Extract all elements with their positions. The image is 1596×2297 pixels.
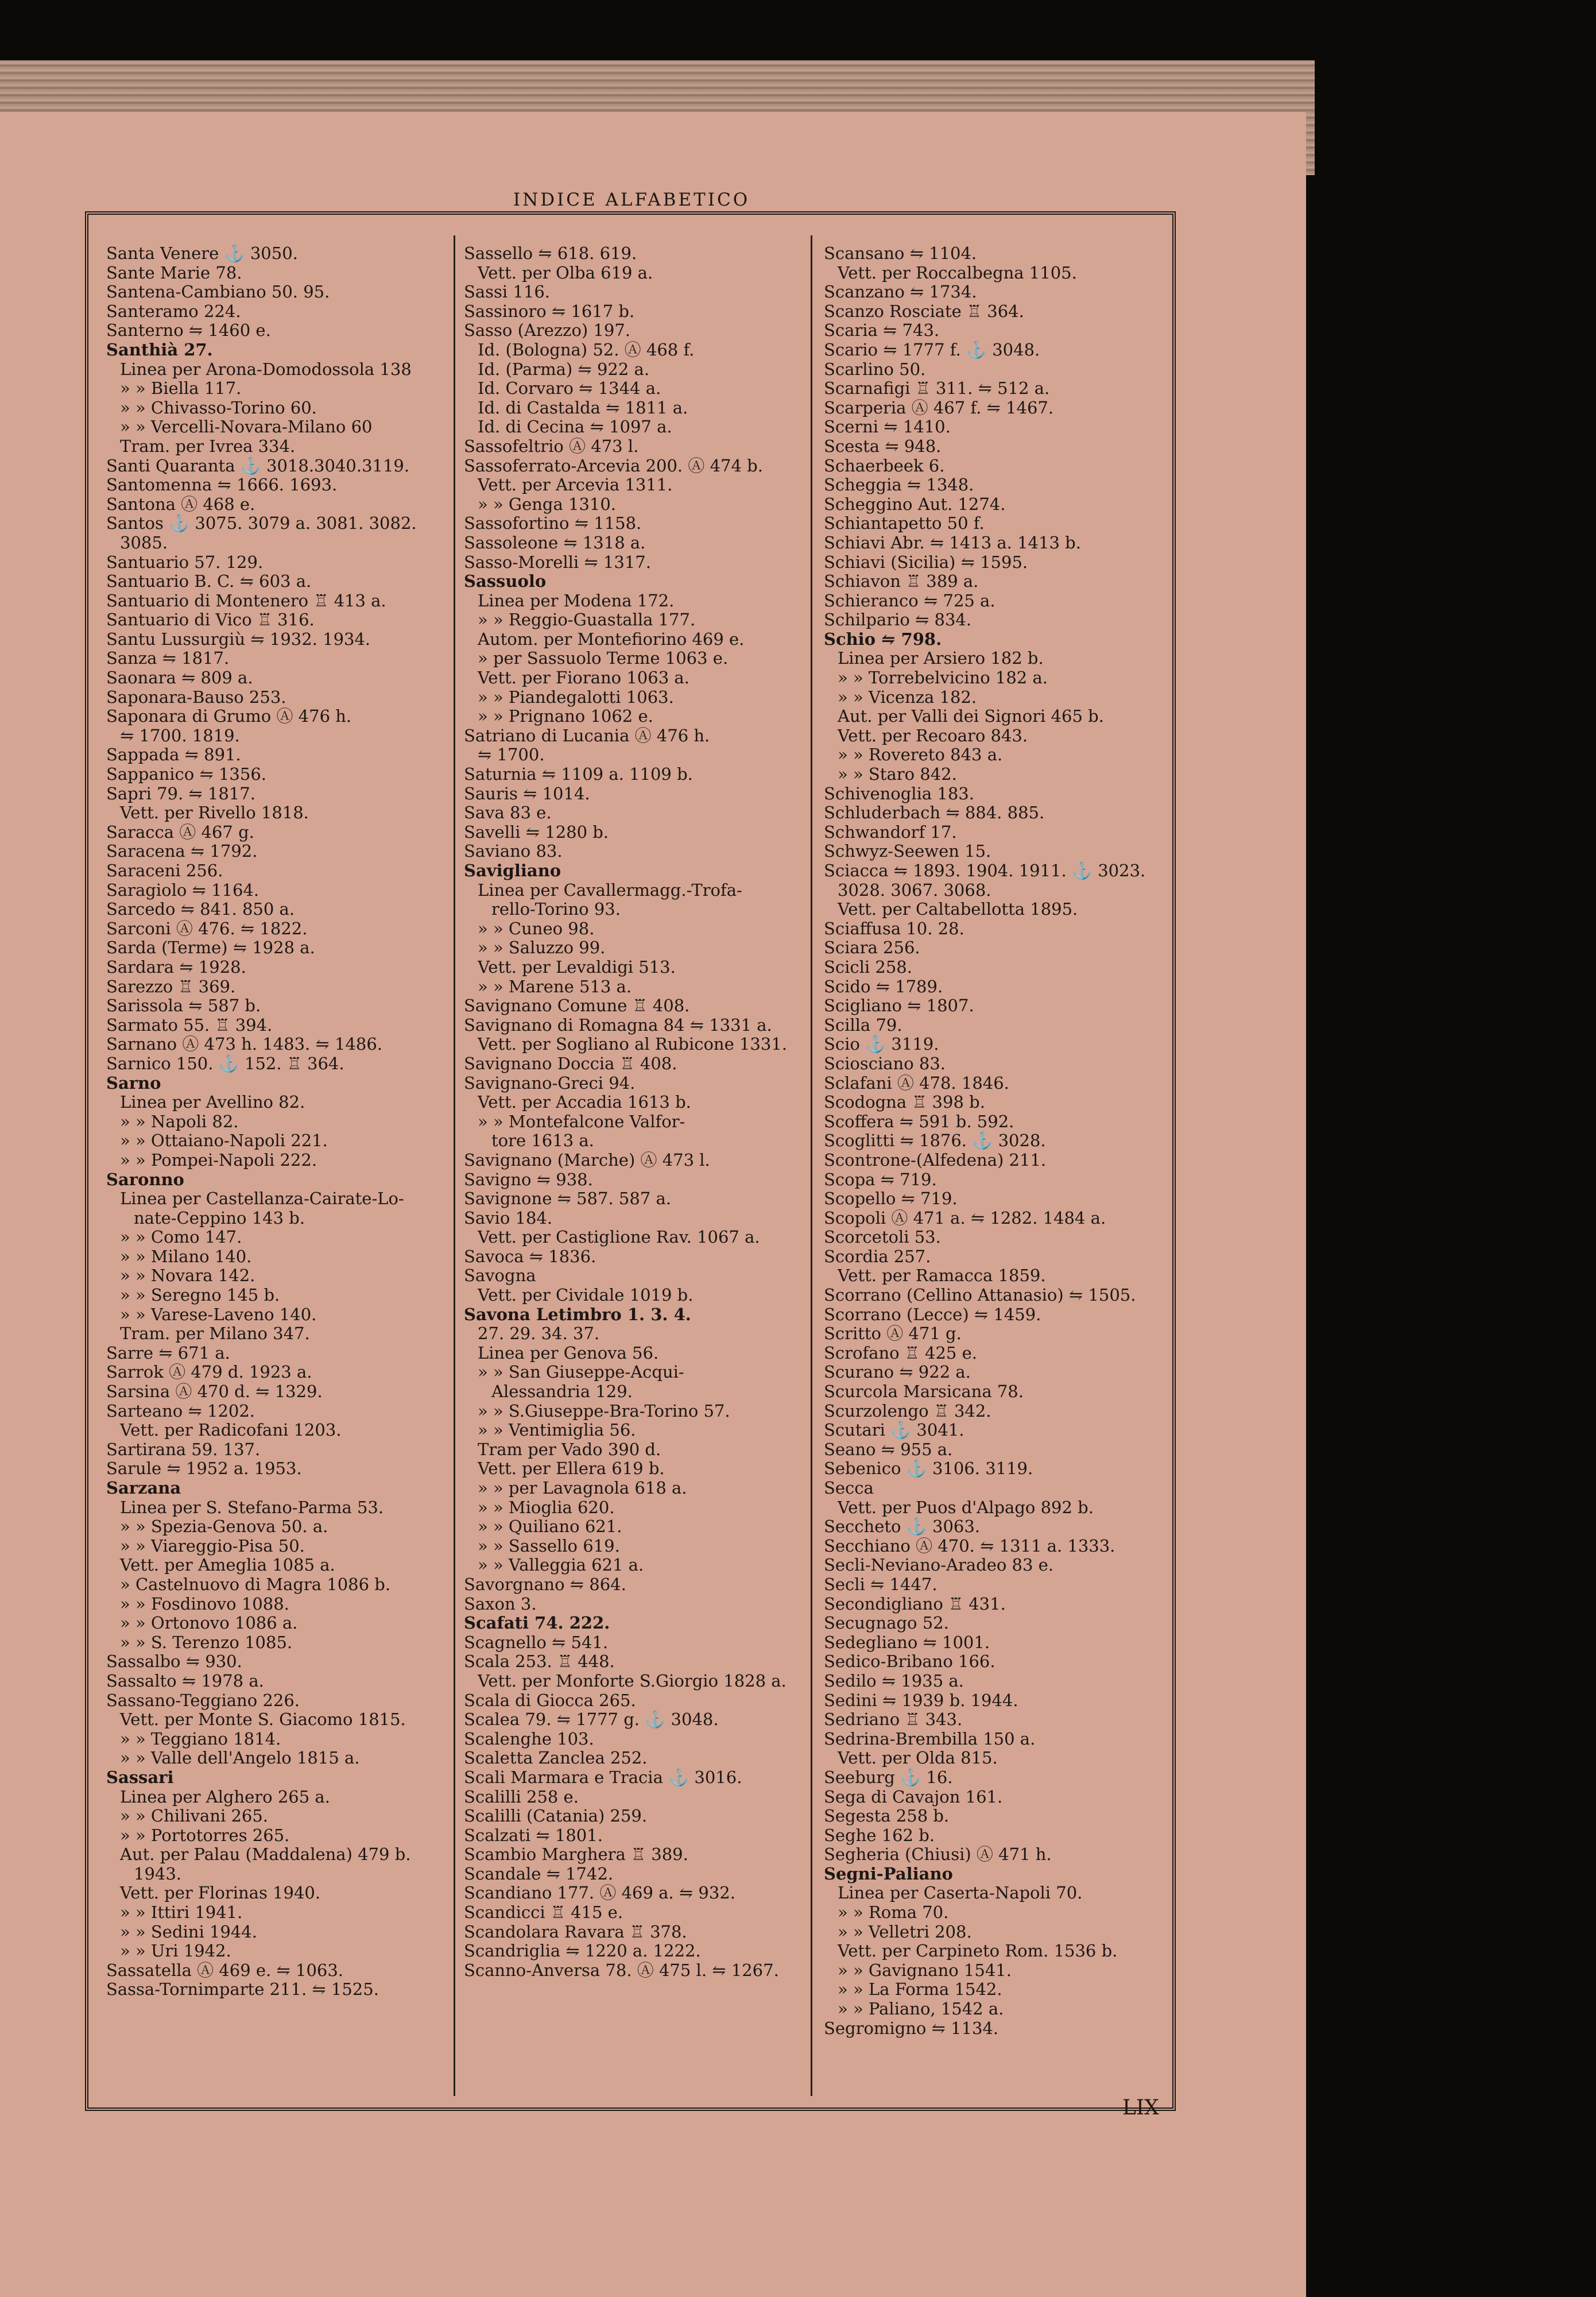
index-entry: Sedini ⇋ 1939 b. 1944. — [824, 1691, 1018, 1710]
index-entry: » » Seregno 145 b. — [120, 1286, 280, 1305]
index-entry: Sappada ⇋ 891. — [106, 745, 241, 765]
index-column-3 — [824, 244, 1168, 2105]
index-entry: Sarsina Ⓐ 470 d. ⇋ 1329. — [106, 1382, 323, 1402]
index-entry: Scoffera ⇋ 591 b. 592. — [824, 1112, 1014, 1131]
index-heading: Scafati 74. 222. — [464, 1614, 610, 1633]
index-entry: Scopa ⇋ 719. — [824, 1170, 937, 1189]
index-entry: Scario ⇋ 1777 f. ⚓ 3048. — [824, 340, 1040, 359]
index-entry: Vett. per Recoaro 843. — [838, 726, 1028, 745]
index-entry: Secugnago 52. — [824, 1614, 949, 1633]
index-entry: Santa Venere ⚓ 3050. — [106, 244, 298, 263]
index-entry: Vett. per Arcevia 1311. — [478, 475, 673, 495]
index-entry: Vett. per Fiorano 1063 a. — [478, 668, 689, 688]
index-entry: » » Velletri 208. — [838, 1922, 972, 1942]
index-heading: Sassuolo — [464, 572, 547, 591]
index-entry: Aut. per Valli dei Signori 465 b. — [838, 707, 1104, 726]
index-entry: Linea per Alghero 265 a. — [120, 1787, 330, 1807]
index-entry: » » Chilivani 265. — [120, 1807, 269, 1826]
index-entry: Saracena ⇋ 1792. — [106, 842, 258, 861]
index-entry: » » Quiliano 621. — [478, 1517, 622, 1537]
index-entry: Saturnia ⇋ 1109 a. 1109 b. — [464, 765, 693, 784]
index-entry: » » S.Giuseppe-Bra-Torino 57. — [478, 1401, 730, 1421]
index-entry: Scurzolengo ♖ 342. — [824, 1401, 991, 1421]
column-divider — [454, 235, 455, 2096]
index-entry: Scesta ⇋ 948. — [824, 436, 942, 456]
index-entry: Scaletta Zanclea 252. — [464, 1749, 648, 1768]
index-entry: Vett. per Accadia 1613 b. — [478, 1093, 691, 1112]
index-entry: Scansano ⇋ 1104. — [824, 244, 977, 263]
index-entry: Scontrone-(Alfedena) 211. — [824, 1150, 1047, 1170]
index-entry: Tram. per Ivrea 334. — [120, 436, 296, 456]
index-entry: » » Montefalcone Valfor- — [478, 1112, 685, 1131]
index-entry: Saponara-Bauso 253. — [106, 687, 286, 707]
index-entry: Vett. per Roccalbegna 1105. — [838, 263, 1077, 283]
index-entry: » » Valleggia 621 a. — [478, 1556, 644, 1575]
index-entry: Schiavi Abr. ⇋ 1413 a. 1413 b. — [824, 533, 1081, 552]
index-entry: Scurcola Marsicana 78. — [824, 1382, 1024, 1402]
page-title: INDICE ALFABETICO — [513, 190, 750, 210]
index-entry: Santomenna ⇋ 1666. 1693. — [106, 475, 338, 495]
index-entry: Savignano Comune ♖ 408. — [464, 996, 690, 1016]
index-entry: » » Torrebelvicino 182 a. — [838, 668, 1048, 688]
index-entry: Savignano (Marche) Ⓐ 473 l. — [464, 1150, 710, 1170]
index-entry: » » Reggio-Guastalla 177. — [478, 610, 696, 630]
index-entry: Sardara ⇋ 1928. — [106, 957, 246, 977]
index-entry: Scordia 257. — [824, 1247, 931, 1266]
index-entry: » » Ortonovo 1086 a. — [120, 1614, 298, 1633]
index-entry: Sassoferrato-Arcevia 200. Ⓐ 474 b. — [464, 456, 763, 475]
index-entry: » » Gavignano 1541. — [838, 1960, 1012, 1980]
index-entry: Santi Quaranta ⚓ 3018.3040.3119. — [106, 456, 410, 475]
index-entry: Scorrano (Lecce) ⇋ 1459. — [824, 1305, 1041, 1324]
index-entry: Scandicci ♖ 415 e. — [464, 1903, 623, 1923]
index-entry: Sarule ⇋ 1952 a. 1953. — [106, 1459, 302, 1479]
index-entry: » Castelnuovo di Magra 1086 b. — [120, 1575, 391, 1594]
index-entry: Sarnico 150. ⚓ 152. ♖ 364. — [106, 1054, 344, 1073]
index-entry: » » Biella 117. — [120, 379, 242, 399]
index-entry: Segromigno ⇋ 1134. — [824, 2018, 999, 2038]
index-entry: Saponara di Grumo Ⓐ 476 h. — [106, 707, 352, 726]
index-entry: Sasso (Arezzo) 197. — [464, 321, 630, 341]
index-entry: » » Ventimiglia 56. — [478, 1421, 636, 1440]
index-entry: Id. Corvaro ⇋ 1344 a. — [478, 379, 661, 399]
index-entry: Sedegliano ⇋ 1001. — [824, 1633, 990, 1652]
index-entry: Sedrina-Brembilla 150 a. — [824, 1729, 1036, 1749]
index-entry: Scilla 79. — [824, 1015, 902, 1035]
index-entry: Segheria (Chiusi) Ⓐ 471 h. — [824, 1845, 1052, 1865]
index-entry: Schiantapetto 50 f. — [824, 514, 985, 533]
index-heading: Schio ⇋ 798. — [824, 629, 942, 649]
index-heading: Santhià 27. — [106, 340, 213, 359]
index-entry: Sarissola ⇋ 587 b. — [106, 996, 261, 1016]
index-entry: » » Genga 1310. — [478, 494, 617, 514]
index-entry: Scarlino 50. — [824, 359, 926, 379]
index-entry: Santerno ⇋ 1460 e. — [106, 321, 271, 341]
index-entry: Scali Marmara e Tracia ⚓ 3016. — [464, 1768, 742, 1787]
index-entry: Tram. per Milano 347. — [120, 1324, 310, 1344]
index-entry: Scalenghe 103. — [464, 1729, 594, 1749]
index-entry: Vett. per Monforte S.Giorgio 1828 a. — [478, 1671, 787, 1691]
index-entry: » » Paliano, 1542 a. — [838, 2000, 1004, 2019]
index-entry: rello-Torino 93. — [491, 900, 621, 919]
index-entry: » » Spezia-Genova 50. a. — [120, 1517, 328, 1537]
index-entry: Sassi 116. — [464, 283, 550, 302]
index-entry: 3028. 3067. 3068. — [838, 880, 991, 900]
index-entry: » » Napoli 82. — [120, 1112, 239, 1131]
index-entry: Saraceni 256. — [106, 861, 223, 880]
index-entry: Scambio Marghera ♖ 389. — [464, 1845, 688, 1865]
index-entry: Savogna — [464, 1266, 536, 1286]
index-heading: Sassari — [106, 1768, 174, 1787]
index-entry: Scido ⇋ 1789. — [824, 977, 943, 996]
index-entry: Scalilli 258 e. — [464, 1787, 579, 1807]
index-entry: » per Sassuolo Terme 1063 e. — [478, 649, 729, 668]
index-entry: » » Saluzzo 99. — [478, 938, 606, 958]
index-entry: Scopoli Ⓐ 471 a. ⇋ 1282. 1484 a. — [824, 1208, 1106, 1228]
index-entry: Santena-Cambiano 50. 95. — [106, 283, 330, 302]
index-entry: Vett. per Castiglione Rav. 1067 a. — [478, 1228, 760, 1247]
index-entry: Sarda (Terme) ⇋ 1928 a. — [106, 938, 315, 958]
index-entry: Sarezzo ♖ 369. — [106, 977, 236, 996]
index-entry: Scalea 79. ⇋ 1777 g. ⚓ 3048. — [464, 1710, 719, 1730]
index-entry: Savignano Doccia ♖ 408. — [464, 1054, 677, 1073]
index-entry: Id. (Bologna) 52. Ⓐ 468 f. — [478, 340, 695, 359]
index-entry: Scaria ⇋ 743. — [824, 321, 940, 341]
index-entry: » » Teggiano 1814. — [120, 1729, 281, 1749]
index-entry: Santuario di Montenero ♖ 413 a. — [106, 591, 386, 610]
index-entry: Scandale ⇋ 1742. — [464, 1864, 614, 1884]
index-entry: Vett. per Puos d'Alpago 892 b. — [838, 1498, 1094, 1517]
index-entry: Scerni ⇋ 1410. — [824, 417, 951, 437]
index-entry: » » Novara 142. — [120, 1266, 255, 1286]
index-entry: Scopello ⇋ 719. — [824, 1189, 958, 1209]
index-entry: Scheggino Aut. 1274. — [824, 494, 1006, 514]
index-entry: Vett. per Carpineto Rom. 1536 b. — [838, 1942, 1118, 1961]
index-entry: » » Milano 140. — [120, 1247, 252, 1266]
index-entry: Linea per Castellanza-Cairate-Lo- — [120, 1189, 404, 1209]
index-entry: Secondigliano ♖ 431. — [824, 1594, 1006, 1614]
index-entry: Sedico-Bribano 166. — [824, 1652, 995, 1672]
index-entry: Seano ⇋ 955 a. — [824, 1440, 953, 1459]
index-entry: Scorcetoli 53. — [824, 1228, 941, 1247]
index-entry: Sava 83 e. — [464, 803, 552, 823]
index-entry: » » Vicenza 182. — [838, 687, 977, 707]
index-entry: Scanno-Anversa 78. Ⓐ 475 l. ⇋ 1267. — [464, 1960, 779, 1980]
index-entry: Scala 253. ♖ 448. — [464, 1652, 615, 1672]
index-entry: Scoglitti ⇋ 1876. ⚓ 3028. — [824, 1131, 1046, 1151]
index-entry: Santos ⚓ 3075. 3079 a. 3081. 3082. — [106, 514, 417, 533]
index-column-1 — [106, 244, 451, 2105]
index-entry: Sclafani Ⓐ 478. 1846. — [824, 1073, 1009, 1093]
index-entry: Scala di Giocca 265. — [464, 1691, 636, 1710]
index-entry: Santeramo 224. — [106, 301, 241, 321]
index-entry: Schiavon ♖ 389 a. — [824, 572, 979, 591]
index-entry: Linea per Genova 56. — [478, 1343, 659, 1363]
index-entry: Savignano-Greci 94. — [464, 1073, 636, 1093]
index-entry: Schwandorf 17. — [824, 822, 957, 842]
index-entry: Vett. per Ramacca 1859. — [838, 1266, 1046, 1286]
index-entry: Scritto Ⓐ 471 g. — [824, 1324, 962, 1344]
index-entry: Vett. per Ellera 619 b. — [478, 1459, 665, 1479]
index-entry: ⇋ 1700. 1819. — [120, 726, 240, 745]
index-entry: » » per Lavagnola 618 a. — [478, 1479, 687, 1498]
index-entry: Sedilo ⇋ 1935 a. — [824, 1671, 964, 1691]
index-entry: Scorrano (Cellino Attanasio) ⇋ 1505. — [824, 1286, 1136, 1305]
index-entry: Sassoleone ⇋ 1318 a. — [464, 533, 646, 552]
index-entry: Sappanico ⇋ 1356. — [106, 765, 266, 784]
index-entry: Savigno ⇋ 938. — [464, 1170, 593, 1189]
index-entry: Secca — [824, 1479, 874, 1498]
index-heading: Segni-Paliano — [824, 1864, 953, 1884]
index-entry: Schiavi (Sicilia) ⇋ 1595. — [824, 552, 1028, 572]
index-entry: Sega di Cavajon 161. — [824, 1787, 1003, 1807]
index-entry: Sedriano ♖ 343. — [824, 1710, 963, 1730]
index-entry: Schilpario ⇋ 834. — [824, 610, 972, 630]
index-entry: Secchiano Ⓐ 470. ⇋ 1311 a. 1333. — [824, 1536, 1115, 1556]
index-entry: Scalilli (Catania) 259. — [464, 1807, 648, 1826]
index-entry: Vett. per Sogliano al Rubicone 1331. — [478, 1035, 787, 1054]
index-entry: Linea per Arona-Domodossola 138 — [120, 359, 412, 379]
index-entry: Vett. per Radicofani 1203. — [120, 1421, 342, 1440]
index-entry: Schaerbeek 6. — [824, 456, 945, 475]
index-entry: Santuario 57. 129. — [106, 552, 264, 572]
index-entry: Santuario di Vico ♖ 316. — [106, 610, 315, 630]
index-entry: Scheggia ⇋ 1348. — [824, 475, 974, 495]
index-entry: » » Uri 1942. — [120, 1942, 231, 1961]
index-entry: » » Vercelli-Novara-Milano 60 — [120, 417, 373, 437]
index-entry: Segesta 258 b. — [824, 1807, 950, 1826]
index-entry: Scandriglia ⇋ 1220 a. 1222. — [464, 1942, 701, 1961]
index-entry: Sarcedo ⇋ 841. 850 a. — [106, 900, 295, 919]
index-entry: Sassatella Ⓐ 469 e. ⇋ 1063. — [106, 1960, 344, 1980]
index-entry: Vett. per Caltabellotta 1895. — [838, 900, 1078, 919]
index-entry: Scagnello ⇋ 541. — [464, 1633, 609, 1652]
index-entry: » » Prignano 1062 e. — [478, 707, 653, 726]
index-entry: » » Roma 70. — [838, 1903, 949, 1923]
index-entry: Scalzati ⇋ 1801. — [464, 1826, 603, 1845]
index-entry: Sarteano ⇋ 1202. — [106, 1401, 255, 1421]
index-entry: Sarre ⇋ 671 a. — [106, 1343, 230, 1363]
index-entry: Scandolara Ravara ♖ 378. — [464, 1922, 687, 1942]
index-entry: » » Portotorres 265. — [120, 1826, 290, 1845]
index-entry: Saxon 3. — [464, 1594, 537, 1614]
index-entry: Sarnano Ⓐ 473 h. 1483. ⇋ 1486. — [106, 1035, 383, 1054]
index-entry: Scicli 258. — [824, 957, 912, 977]
index-entry: Saracca Ⓐ 467 g. — [106, 822, 254, 842]
index-entry: Schieranco ⇋ 725 a. — [824, 591, 995, 610]
index-entry: Linea per Avellino 82. — [120, 1093, 305, 1112]
index-entry: Sasso-Morelli ⇋ 1317. — [464, 552, 651, 572]
index-entry: Santona Ⓐ 468 e. — [106, 494, 255, 514]
index-entry: Vett. per Olba 619 a. — [478, 263, 653, 283]
index-entry: Scandiano 177. Ⓐ 469 a. ⇋ 932. — [464, 1884, 735, 1903]
index-entry: » » Staro 842. — [838, 765, 957, 784]
index-entry: Linea per S. Stefano-Parma 53. — [120, 1498, 384, 1517]
index-entry: » » Cuneo 98. — [478, 919, 595, 938]
index-entry: Sassofortino ⇋ 1158. — [464, 514, 642, 533]
page-number: LIX — [1122, 2096, 1159, 2120]
index-entry: Vett. per Olda 815. — [838, 1749, 998, 1768]
index-entry: Sebenico ⚓ 3106. 3119. — [824, 1459, 1033, 1479]
index-entry: Scarnafigi ♖ 311. ⇋ 512 a. — [824, 379, 1050, 399]
index-entry: Scio ⚓ 3119. — [824, 1035, 939, 1054]
index-entry: 27. 29. 34. 37. — [478, 1324, 600, 1344]
index-entry: Linea per Caserta-Napoli 70. — [838, 1884, 1083, 1903]
index-entry: Seghe 162 b. — [824, 1826, 935, 1845]
index-entry: » » Pompei-Napoli 222. — [120, 1150, 317, 1170]
index-entry: » » Viareggio-Pisa 50. — [120, 1536, 305, 1556]
index-entry: Scurano ⇋ 922 a. — [824, 1363, 971, 1382]
index-entry: Seeburg ⚓ 16. — [824, 1768, 953, 1787]
index-heading: Sarno — [106, 1073, 161, 1093]
index-entry: 3085. — [120, 533, 168, 552]
index-entry: » » Sedini 1944. — [120, 1922, 257, 1942]
index-entry: Linea per Modena 172. — [478, 591, 675, 610]
index-entry: Scarperia Ⓐ 467 f. ⇋ 1467. — [824, 398, 1054, 417]
index-column-2 — [464, 244, 808, 2105]
index-entry: Sauris ⇋ 1014. — [464, 784, 590, 803]
index-entry: Sarmato 55. ♖ 394. — [106, 1015, 273, 1035]
index-entry: Saviano 83. — [464, 842, 563, 861]
index-entry: Savoca ⇋ 1836. — [464, 1247, 596, 1266]
index-entry: Vett. per Monte S. Giacomo 1815. — [120, 1710, 406, 1730]
index-entry: Sassalto ⇋ 1978 a. — [106, 1671, 264, 1691]
index-entry: Scanzo Rosciate ♖ 364. — [824, 301, 1024, 321]
index-heading: Sarzana — [106, 1479, 181, 1498]
index-entry: » » S. Terenzo 1085. — [120, 1633, 293, 1652]
index-entry: Santu Lussurgiù ⇋ 1932. 1934. — [106, 629, 371, 649]
index-entry: Secli ⇋ 1447. — [824, 1575, 938, 1594]
index-entry: Saragiolo ⇋ 1164. — [106, 880, 259, 900]
index-entry: Sante Marie 78. — [106, 263, 242, 283]
index-entry: » » Piandegalotti 1063. — [478, 687, 674, 707]
index-entry: Sassa-Tornimparte 211. ⇋ 1525. — [106, 1980, 379, 2000]
index-entry: 1943. — [134, 1864, 182, 1884]
index-entry: Santuario B. C. ⇋ 603 a. — [106, 572, 312, 591]
index-entry: Alessandria 129. — [491, 1382, 633, 1402]
index-entry: Savorgnano ⇋ 864. — [464, 1575, 626, 1594]
index-entry: Linea per Arsiero 182 b. — [838, 649, 1044, 668]
index-entry: Savio 184. — [464, 1208, 553, 1228]
index-entry: Tram per Vado 390 d. — [478, 1440, 661, 1459]
index-entry: » » Valle dell'Angelo 1815 a. — [120, 1749, 360, 1768]
index-entry: » » Ittiri 1941. — [120, 1903, 243, 1923]
index-entry: Sassinoro ⇋ 1617 b. — [464, 301, 635, 321]
index-entry: nate-Ceppino 143 b. — [134, 1208, 305, 1228]
index-entry: » » Como 147. — [120, 1228, 242, 1247]
index-entry: Vett. per Cividale 1019 b. — [478, 1286, 694, 1305]
index-entry: » » Varese-Laveno 140. — [120, 1305, 317, 1324]
index-entry: » » Fosdinovo 1088. — [120, 1594, 289, 1614]
index-entry: Schivenoglia 183. — [824, 784, 974, 803]
index-entry: Linea per Cavallermagg.-Trofa- — [478, 880, 742, 900]
index-entry: Scutari ⚓ 3041. — [824, 1421, 964, 1440]
index-entry: Vett. per Ameglia 1085 a. — [120, 1556, 335, 1575]
index-entry: Scanzano ⇋ 1734. — [824, 283, 977, 302]
index-entry: Aut. per Palau (Maddalena) 479 b. — [120, 1845, 411, 1865]
column-divider — [811, 235, 812, 2096]
index-entry: Sarconi Ⓐ 476. ⇋ 1822. — [106, 919, 308, 938]
index-entry: ⇋ 1700. — [478, 745, 545, 765]
index-entry: Vett. per Levaldigi 513. — [478, 957, 676, 977]
index-entry: Schluderbach ⇋ 884. 885. — [824, 803, 1045, 823]
index-entry: tore 1613 a. — [491, 1131, 594, 1151]
index-entry: Sassello ⇋ 618. 619. — [464, 244, 637, 263]
index-entry: Id. di Castalda ⇋ 1811 a. — [478, 398, 688, 417]
index-heading: Savigliano — [464, 861, 561, 880]
index-heading: Saronno — [106, 1170, 184, 1189]
index-entry: Sciacca ⇋ 1893. 1904. 1911. ⚓ 3023. — [824, 861, 1146, 880]
index-entry: » » Ottaiano-Napoli 221. — [120, 1131, 328, 1151]
index-entry: » » San Giuseppe-Acqui- — [478, 1363, 684, 1382]
index-entry: Savelli ⇋ 1280 b. — [464, 822, 609, 842]
index-entry: Sciara 256. — [824, 938, 920, 958]
index-entry: Saonara ⇋ 809 a. — [106, 668, 253, 688]
index-entry: » » Rovereto 843 a. — [838, 745, 1003, 765]
index-entry: » » La Forma 1542. — [838, 1980, 1002, 2000]
index-entry: Sassano-Teggiano 226. — [106, 1691, 300, 1710]
index-entry: » » Chivasso-Torino 60. — [120, 398, 317, 417]
index-entry: Id. di Cecina ⇋ 1097 a. — [478, 417, 672, 437]
index-entry: Satriano di Lucania Ⓐ 476 h. — [464, 726, 710, 745]
index-entry: Sarrok Ⓐ 479 d. 1923 a. — [106, 1363, 312, 1382]
index-entry: Sanza ⇋ 1817. — [106, 649, 230, 668]
index-entry: Sassalbo ⇋ 930. — [106, 1652, 242, 1672]
index-entry: Savignone ⇋ 587. 587 a. — [464, 1189, 671, 1209]
index-entry: Sapri 79. ⇋ 1817. — [106, 784, 255, 803]
index-entry: » » Marene 513 a. — [478, 977, 632, 996]
index-entry: Scrofano ♖ 425 e. — [824, 1343, 977, 1363]
index-entry: Autom. per Montefiorino 469 e. — [478, 629, 745, 649]
index-entry: Schwyz-Seewen 15. — [824, 842, 991, 861]
index-entry: Vett. per Rivello 1818. — [120, 803, 309, 823]
index-entry: Vett. per Florinas 1940. — [120, 1884, 321, 1903]
index-entry: Sciaffusa 10. 28. — [824, 919, 964, 938]
index-entry: » » Mioglia 620. — [478, 1498, 615, 1517]
index-entry: Seccheto ⚓ 3063. — [824, 1517, 981, 1537]
index-entry: Sassofeltrio Ⓐ 473 l. — [464, 436, 639, 456]
index-entry: Scodogna ♖ 398 b. — [824, 1093, 985, 1112]
index-entry: Savignano di Romagna 84 ⇋ 1331 a. — [464, 1015, 772, 1035]
index-heading: Savona Letimbro 1. 3. 4. — [464, 1305, 691, 1324]
index-entry: Scigliano ⇋ 1807. — [824, 996, 974, 1016]
index-entry: Secli-Neviano-Aradeo 83 e. — [824, 1556, 1054, 1575]
index-entry: Sciosciano 83. — [824, 1054, 946, 1073]
index-entry: » » Sassello 619. — [478, 1536, 620, 1556]
index-entry: Id. (Parma) ⇋ 922 a. — [478, 359, 650, 379]
index-entry: Sartirana 59. 137. — [106, 1440, 261, 1459]
